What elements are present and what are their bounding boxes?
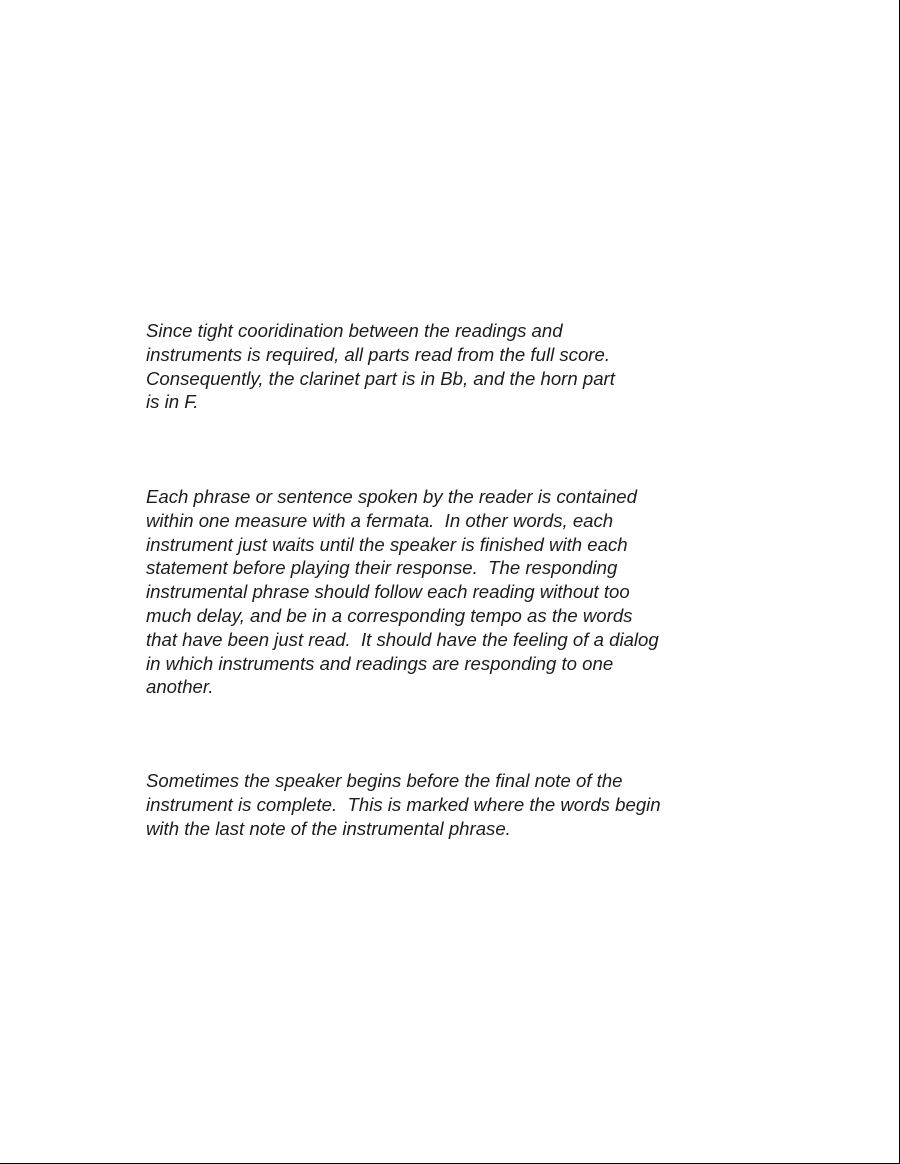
paragraph-line: Each phrase or sentence spoken by the reader is contained: [146, 486, 637, 507]
paragraph-line: that have been just read. It should have the feeling of a dialog: [146, 628, 659, 650]
paragraph-fermata-instructions: [146, 485, 746, 699]
paragraph-line: with the last note of the instrumental phrase.: [146, 817, 511, 839]
paragraph-line: another.: [146, 676, 214, 698]
paragraph-speaker-overlap: [146, 769, 746, 840]
paragraph-line: within one measure with a fermata. In other words, each: [146, 509, 614, 531]
paragraph-line: instrument just waits until the speaker is finished with each: [146, 533, 628, 555]
paragraph-line: instrumental phrase should follow each reading without too: [146, 581, 630, 603]
paragraph-score-notation: [146, 319, 746, 414]
paragraph-line: statement before playing their response. The responding: [146, 557, 618, 579]
paragraph-line: Sometimes the speaker begins before the final note of the: [146, 770, 623, 791]
paragraph-line: is in F.: [146, 391, 199, 413]
paragraph-line: Consequently, the clarinet part is in Bb, and the horn part: [146, 367, 615, 389]
paragraph-line: much delay, and be in a corresponding tempo as the words: [146, 604, 633, 626]
paragraph-line: in which instruments and readings are responding to one: [146, 652, 614, 674]
paragraph-line: Since tight cooridination between the readings and: [146, 320, 563, 341]
paragraph-line: instrument is complete. This is marked where the words begin: [146, 793, 661, 815]
paragraph-line: instruments is required, all parts read from the full score.: [146, 343, 610, 365]
